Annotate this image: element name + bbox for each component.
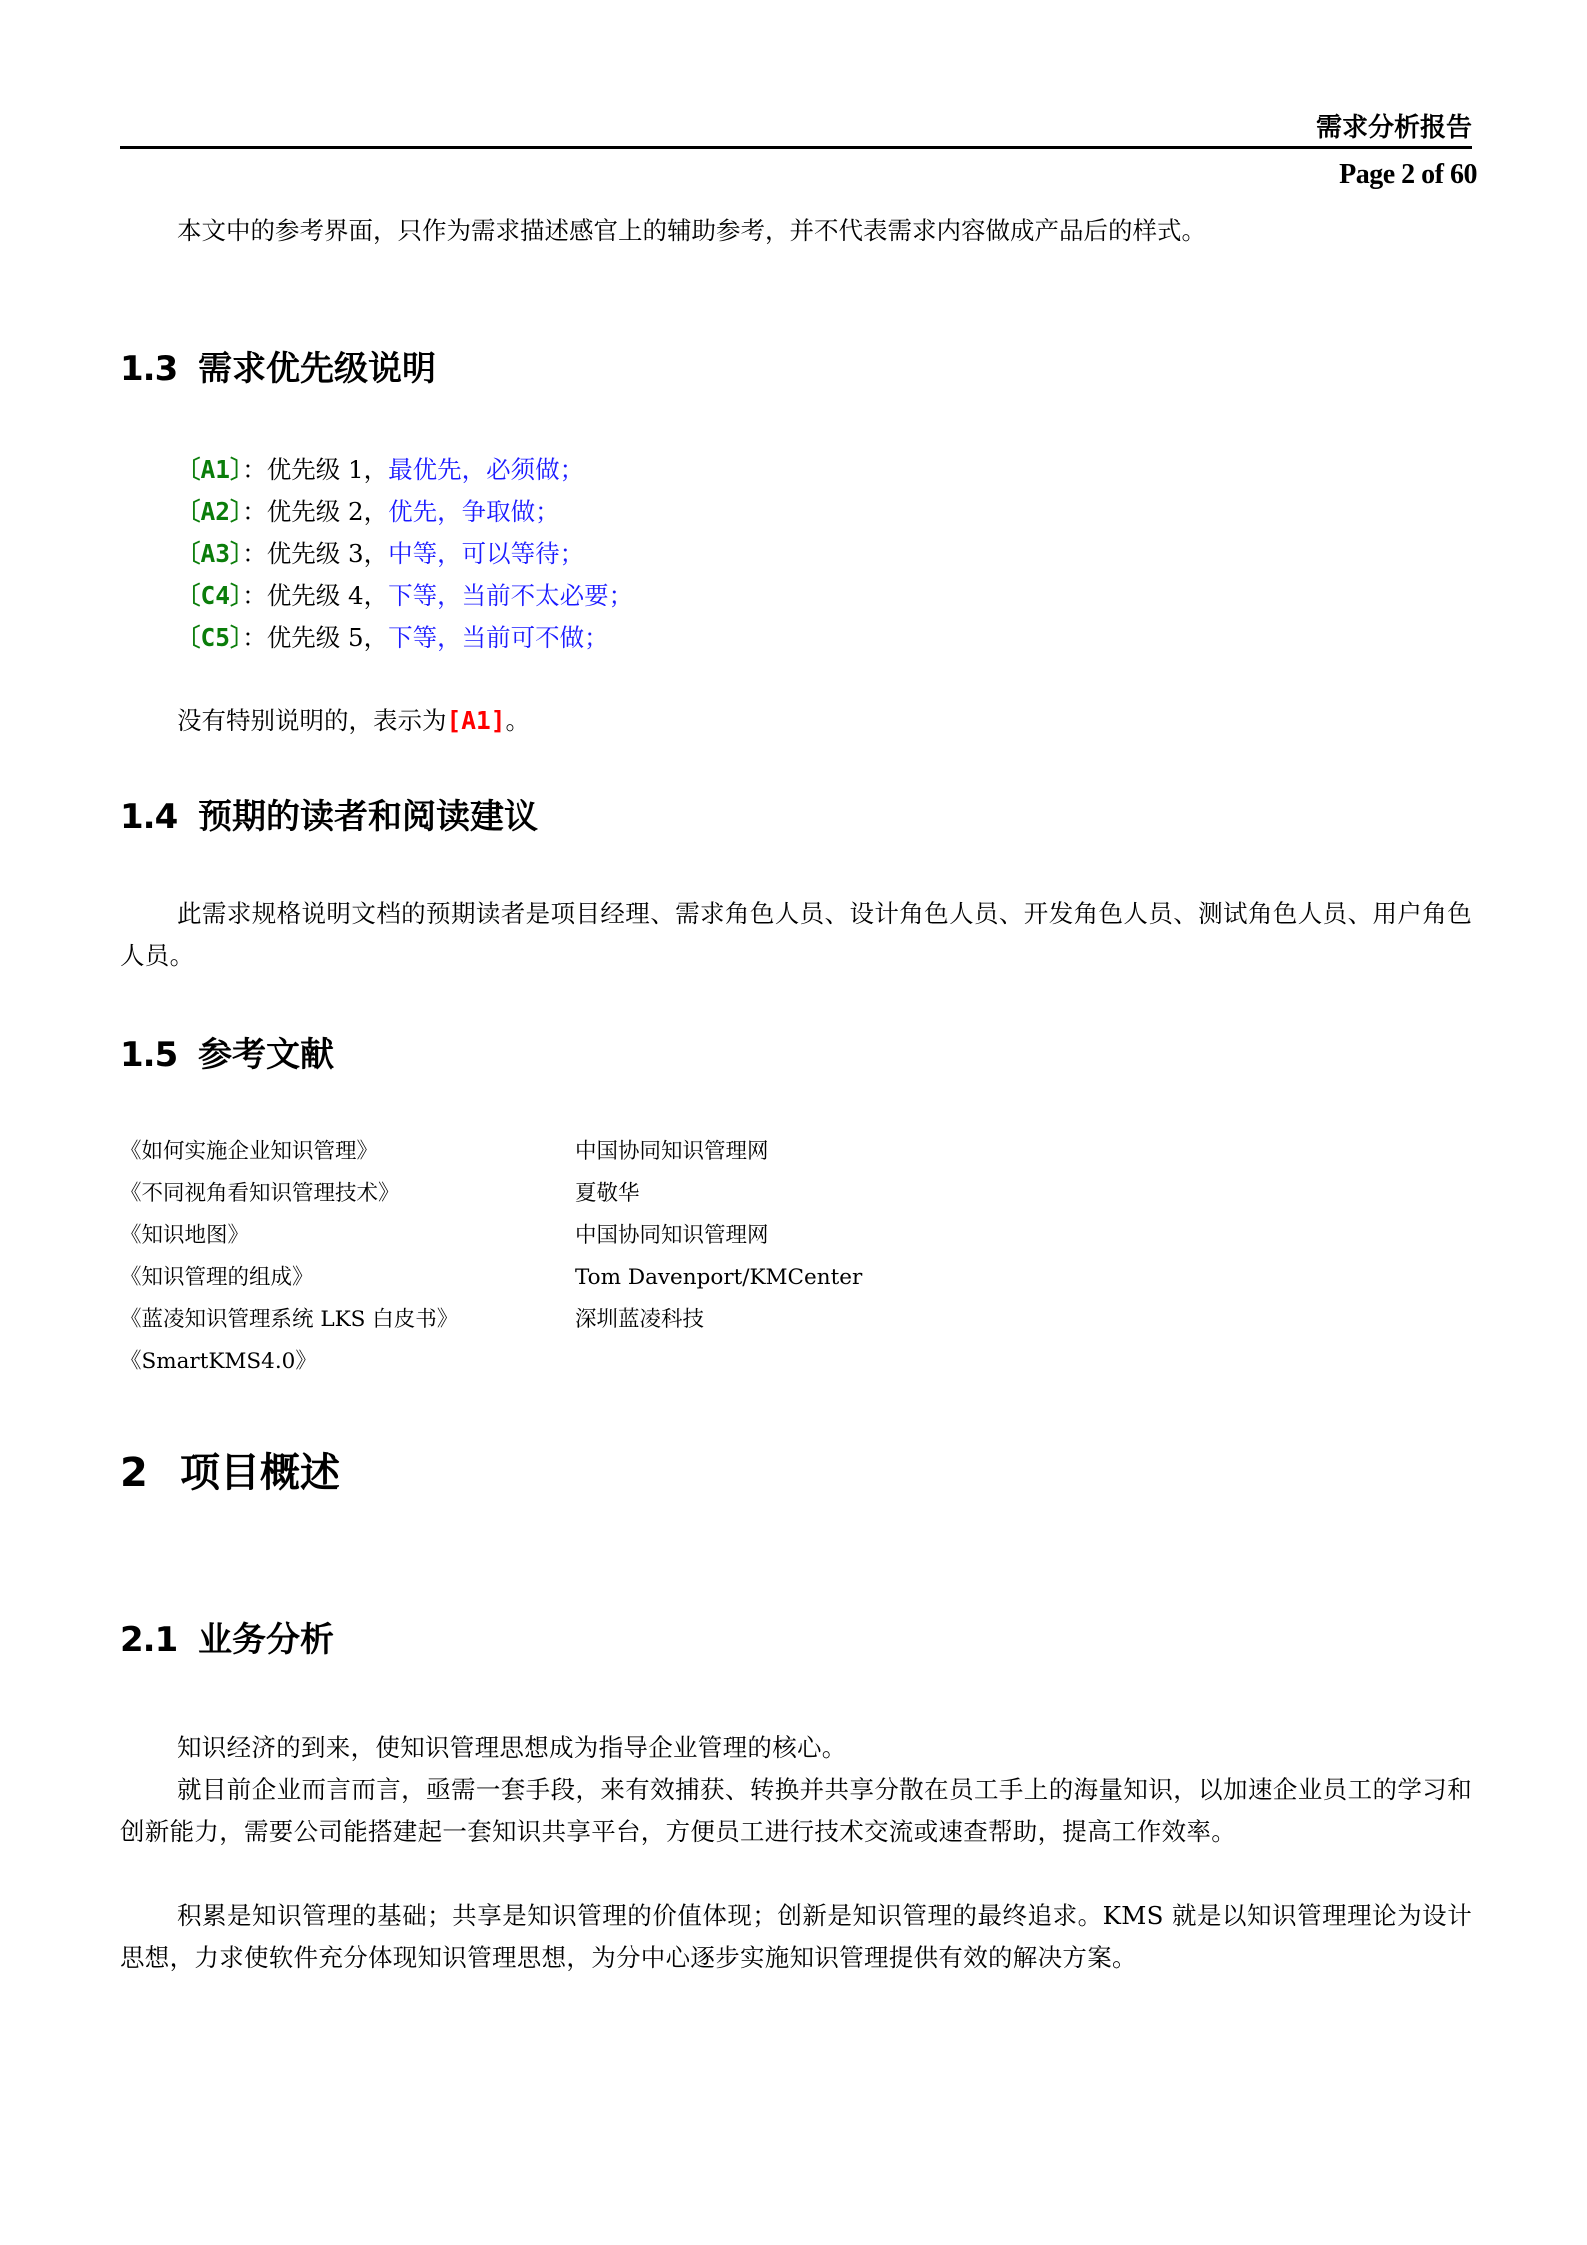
business-paragraph-2: 就目前企业而言而言，亟需一套手段，来有效捕获、转换并共享分散在员工手上的海量知识，以加速企业员工的学习和创新能力，需要公司能搭建起一套知识共享平台，方便员工进行技术交流或速查帮助，提高工作效率。 [120, 1775, 1472, 1846]
reference-title: 《知识地图》 [120, 1223, 250, 1248]
section-title: 参考文献 [198, 1035, 334, 1075]
chapter-title: 项目概述 [180, 1450, 340, 1496]
note-code: [A1] [446, 706, 506, 735]
priority-level: 优先级 5， [266, 623, 389, 652]
business-paragraph-1: 知识经济的到来，使知识管理思想成为指导企业管理的核心。 [177, 1733, 847, 1762]
priority-item-a1 [176, 449, 584, 491]
header-doc-title: 需求分析报告 [1315, 113, 1472, 143]
note-suffix: 。 [505, 706, 531, 735]
readers-paragraph: 此需求规格说明文档的预期读者是项目经理、需求角色人员、设计角色人员、开发角色人员、测试角色人员、用户角色人员。 [120, 899, 1472, 970]
reference-title: 《SmartKMS4.0》 [120, 1349, 317, 1374]
priority-code: 〔A3〕 [176, 539, 243, 568]
section-heading-1-4 [120, 797, 538, 837]
section-heading-1-5 [120, 1035, 334, 1075]
priority-item-c4 [176, 575, 633, 617]
section-title: 业务分析 [198, 1620, 334, 1660]
priority-desc: 中等，可以等待； [388, 539, 585, 568]
intro-paragraph: 本文中的参考界面，只作为需求描述感官上的辅助参考，并不代表需求内容做成产品后的样式。 [177, 216, 1206, 245]
priority-desc: 优先，争取做； [388, 497, 560, 526]
section-number: 1.5 [120, 1035, 178, 1075]
header-divider [120, 146, 1472, 149]
priority-sep: ： [242, 581, 267, 610]
chapter-heading-2 [120, 1449, 340, 1497]
section-title: 预期的读者和阅读建议 [198, 797, 538, 837]
priority-level: 优先级 2， [266, 497, 389, 526]
priority-desc: 下等，当前可不做； [388, 623, 609, 652]
reference-title: 《不同视角看知识管理技术》 [120, 1181, 400, 1206]
reference-item [120, 1257, 862, 1299]
section-title: 需求优先级说明 [198, 349, 436, 389]
chapter-number: 2 [120, 1450, 148, 1496]
priority-item-c5 [176, 617, 609, 659]
priority-desc: 下等，当前不太必要； [388, 581, 634, 610]
priority-sep: ： [242, 539, 267, 568]
reference-title: 《蓝凌知识管理系统 LKS 白皮书》 [120, 1307, 459, 1332]
reference-item [120, 1215, 769, 1257]
reference-item [120, 1341, 575, 1383]
priority-level: 优先级 1， [266, 455, 389, 484]
priority-item-a2 [176, 491, 560, 533]
priority-item-a3 [176, 533, 584, 575]
section-number: 1.4 [120, 797, 178, 837]
reference-item [120, 1173, 640, 1215]
section-heading-1-3 [120, 349, 436, 389]
reference-source: 中国协同知识管理网 [575, 1223, 769, 1248]
priority-sep: ： [242, 623, 267, 652]
default-priority-note [177, 700, 530, 742]
priority-code: 〔C5〕 [176, 623, 243, 652]
business-paragraph-3: 积累是知识管理的基础；共享是知识管理的价值体现；创新是知识管理的最终追求。KMS 就是以知识管理理论为设计思想，力求使软件充分体现知识管理思想，为分中心逐步实施知识管理提供有效的解决方案。 [120, 1901, 1472, 1972]
priority-code: 〔C4〕 [176, 581, 243, 610]
priority-sep: ： [242, 455, 267, 484]
reference-source: 深圳蓝凌科技 [575, 1307, 705, 1332]
reference-title: 《如何实施企业知识管理》 [120, 1139, 379, 1164]
priority-code: 〔A1〕 [176, 455, 243, 484]
reference-source: 夏敬华 [575, 1181, 640, 1206]
priority-sep: ： [242, 497, 267, 526]
reference-source: Tom Davenport/KMCenter [575, 1265, 863, 1290]
priority-level: 优先级 3， [266, 539, 389, 568]
section-heading-2-1 [120, 1620, 334, 1660]
reference-item [120, 1131, 769, 1173]
priority-desc: 最优先，必须做； [388, 455, 585, 484]
priority-level: 优先级 4， [266, 581, 389, 610]
section-number: 1.3 [120, 349, 178, 389]
reference-title: 《知识管理的组成》 [120, 1265, 314, 1290]
reference-item [120, 1299, 704, 1341]
priority-code: 〔A2〕 [176, 497, 243, 526]
note-prefix: 没有特别说明的，表示为 [177, 706, 447, 735]
page-number: Page 2 of 60 [1339, 159, 1477, 190]
reference-source: 中国协同知识管理网 [575, 1139, 769, 1164]
section-number: 2.1 [120, 1620, 178, 1660]
